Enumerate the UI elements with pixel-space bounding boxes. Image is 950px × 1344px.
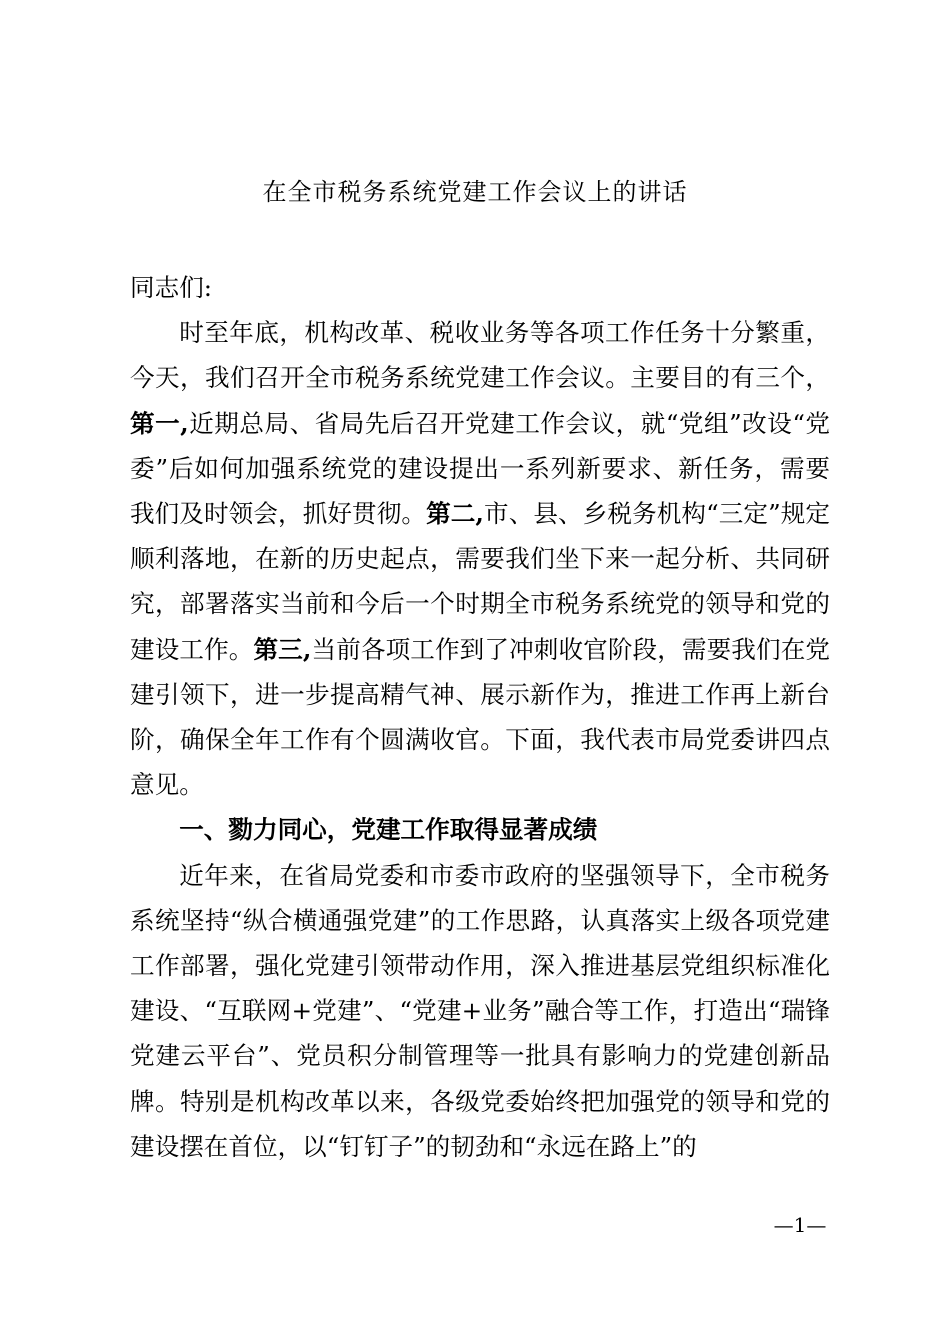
section-heading-1: 一、勠力同心，党建工作取得显著成绩 xyxy=(179,815,598,845)
third-label: 第三, xyxy=(253,634,312,664)
intro-text-c: 市、县、乡税务机构“三定”规定顺利落地，在新的历史起点，需要我们坐下来一起分析、共同研究，部署落实当前和今后一个时期全市税务系统党的领导和党的建设工作。 xyxy=(130,499,830,664)
intro-text-a: 时至年底，机构改革、税收业务等各项工作任务十分繁重，今天，我们召开全市税务系统党建工作会议。主要目的有三个， xyxy=(130,318,830,393)
first-label: 第一, xyxy=(130,408,189,438)
page-number: —1— xyxy=(773,1213,827,1237)
second-label: 第二, xyxy=(426,499,484,529)
intro-text-b: 近期总局、省局先后召开党建工作会议，就“党组”改设“党委”后如何加强系统党的建设提出一系列新要求、新任务，需要我们及时领会，抓好贯彻。 xyxy=(130,408,830,529)
salutation: 同志们: xyxy=(130,273,213,302)
document-body xyxy=(130,265,830,1169)
page-title: 在全市税务系统党建工作会议上的讲话 xyxy=(262,178,688,206)
paragraph-intro xyxy=(130,310,830,807)
intro-text-d: 当前各项工作到了冲刺收官阶段，需要我们在党建引领下，进一步提高精气神、展示新作为，推进工作再上新台阶，确保全年工作有个圆满收官。下面，我代表市局党委讲四点意见。 xyxy=(130,634,830,800)
paragraph-section-1: 近年来，在省局党委和市委市政府的坚强领导下，全市税务系统坚持“纵合横通强党建”的工作思路，认真落实上级各项党建工作部署，强化党建引领带动作用，深入推进基层党组织标准化建设、“互联网+党建”、“党建+业务”融合等工作，打造出“瑞锋党建云平台”、党员积分制管理等一批具有影响力的党建创新品牌。特别是机构改革以来，各级党委始终把加强党的领导和党的建设摆在首位，以“钉钉子”的韧劲和“永远在路上”的 xyxy=(130,860,830,1161)
